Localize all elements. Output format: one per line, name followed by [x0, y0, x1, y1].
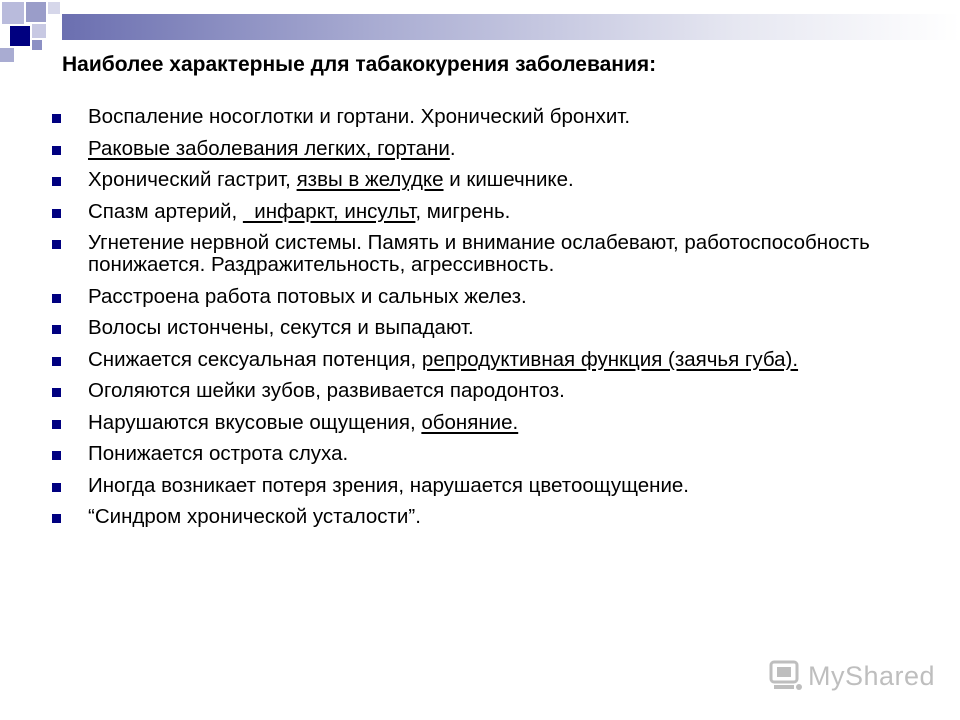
- underlined-text: репродуктивная функция (заячья губа).: [421, 347, 799, 371]
- underlined-text: Раковые заболевания легких, гортани: [88, 136, 450, 160]
- deco-square: [10, 26, 30, 46]
- bullet-square-icon: [52, 514, 61, 523]
- item-text: .: [449, 136, 456, 160]
- underlined-text: язвы в желудке: [296, 168, 444, 191]
- item-text: Хронический гастрит,: [88, 168, 297, 191]
- bullet-square-icon: [52, 388, 61, 397]
- bullet-square-icon: [52, 483, 61, 492]
- list-item: [0, 349, 960, 371]
- item-text: Понижается острота слуха.: [88, 442, 349, 465]
- item-text: , мигрень.: [415, 199, 511, 223]
- underlined-text: обоняние.: [421, 410, 519, 434]
- deco-square: [26, 2, 46, 22]
- list-item: [0, 475, 960, 497]
- item-text: Оголяются шейки зубов, развивается пародонтоз.: [88, 379, 565, 402]
- disease-list: [0, 106, 960, 538]
- item-text: Спазм артерий,: [88, 199, 243, 223]
- item-text: Расстроена работа потовых и сальных желез.: [88, 284, 527, 308]
- item-text: Нарушаются вкусовые ощущения,: [88, 410, 422, 434]
- watermark: [768, 656, 935, 696]
- list-item: [0, 443, 960, 465]
- list-item: [0, 412, 960, 434]
- item-text: Угнетение нервной системы. Память и внимание ослабевают, работоспособность понижается. Раздражительность, агрессивность.: [88, 231, 876, 276]
- watermark-text: MyShared: [808, 660, 936, 691]
- list-item: [0, 232, 960, 276]
- item-text: Волосы истончены, секутся и выпадают.: [88, 316, 474, 339]
- list-item: [0, 169, 960, 191]
- deco-square: [32, 40, 42, 50]
- bullet-square-icon: [52, 451, 61, 460]
- list-item: [0, 201, 960, 223]
- list-item: [0, 380, 960, 402]
- item-text: Воспаление носоглотки и гортани. Хронический бронхит.: [88, 105, 631, 128]
- bullet-square-icon: [52, 177, 61, 186]
- bullet-square-icon: [52, 209, 61, 218]
- deco-square: [48, 2, 60, 14]
- item-text: Иногда возникает потеря зрения, нарушается цветоощущение.: [88, 473, 689, 497]
- list-item: [0, 138, 960, 160]
- item-text: “Синдром хронической усталости”.: [88, 505, 421, 528]
- list-item: [0, 506, 960, 528]
- header-gradient-bar: [62, 14, 960, 40]
- deco-square: [32, 24, 46, 38]
- list-item: [0, 286, 960, 308]
- bullet-square-icon: [52, 114, 61, 123]
- bullet-square-icon: [52, 146, 61, 155]
- item-text: и кишечнике.: [443, 168, 574, 191]
- bullet-square-icon: [52, 420, 61, 429]
- bullet-square-icon: [52, 294, 61, 303]
- bullet-square-icon: [52, 325, 61, 334]
- deco-square: [2, 2, 24, 24]
- item-text: Снижается сексуальная потенция,: [88, 347, 422, 371]
- bullet-square-icon: [52, 240, 61, 249]
- underlined-text: инфаркт, инсульт: [242, 199, 416, 223]
- deco-square: [0, 48, 14, 62]
- mycomputer-logo-icon: [768, 659, 804, 693]
- list-item: [0, 106, 960, 128]
- bullet-square-icon: [52, 357, 61, 366]
- list-item: [0, 317, 960, 339]
- slide-title: Наиболее характерные для табакокурения заболевания:: [62, 53, 657, 76]
